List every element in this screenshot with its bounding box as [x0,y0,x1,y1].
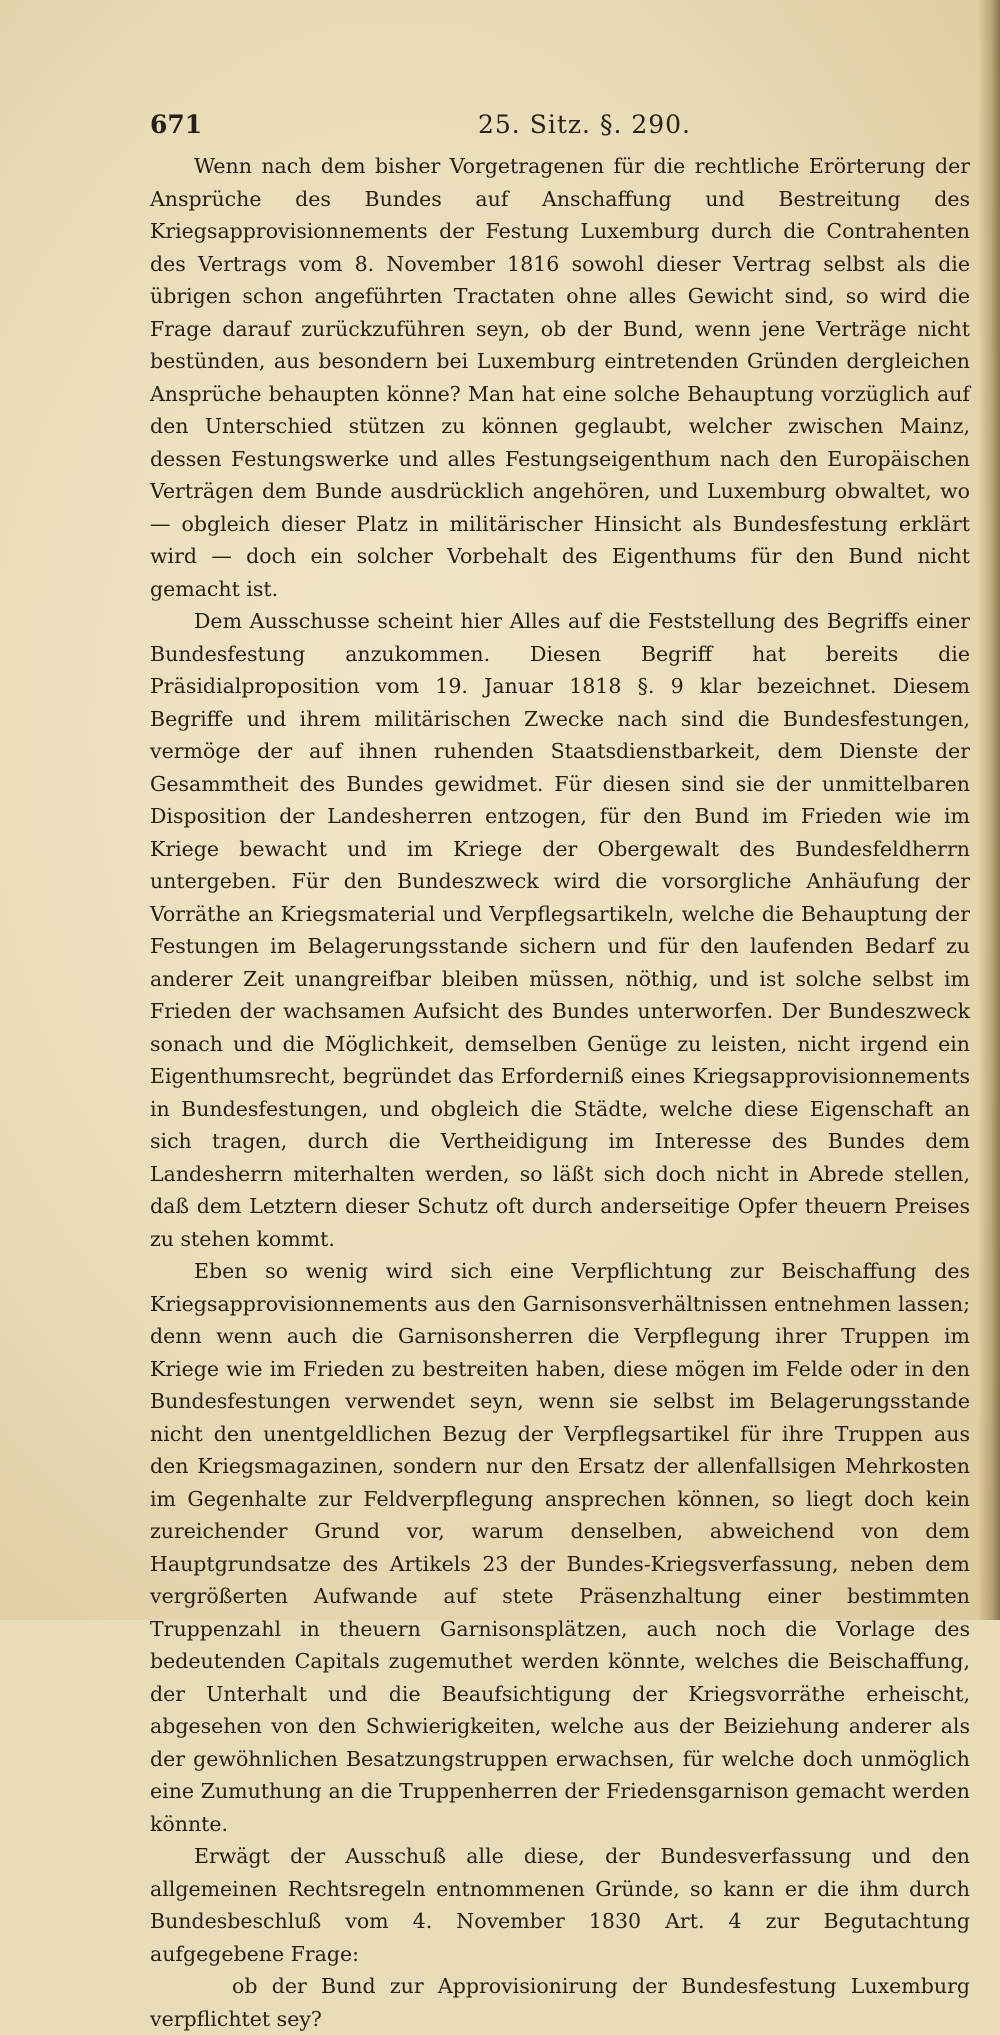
paragraph-3: Eben so wenig wird sich eine Verpflichtung zur Beischaffung des Kriegsapprovisionnements aus den Garnisonsverhältnissen entnehmen lassen; denn wenn auch die Garnisonsherren die Verpflegung ihrer Truppen im Kriege wie im Frieden zu bestreiten haben, diese mögen im Felde oder in den Bundesfestungen verwendet seyn, wenn sie selbst im Belagerungsstande nicht den unentgeldlichen Bezug der Verpflegsartikel für ihre Truppen aus den Kriegsmagazinen, sondern nur den Ersatz der allenfallsigen Mehrkosten im Gegenhalte zur Feldverpflegung ansprechen können, so liegt doch kein zureichender Grund vor, warum denselben, abweichend von dem Hauptgrundsatze des Artikels 23 der Bundes-Kriegsverfassung, neben dem vergrößerten Aufwande auf stete Präsenzhaltung einer bestimmten Truppenzahl in theuern Garnisonsplätzen, auch noch die Vorlage des bedeutenden Capitals zugemuthet werden könnte, welches die Beischaffung, der Unterhalt und die Beaufsichtigung der Kriegsvorräthe erheischt, abgesehen von den Schwierigkeiten, welche aus der Beiziehung anderer als der gewöhnlichen Besatzungstruppen erwachsen, für welche doch unmöglich eine Zumuthung an die Truppenherren der Friedensgarnison gemacht werden könnte. [150,1259,970,1836]
paragraph-1: Wenn nach dem bisher Vorgetragenen für die rechtliche Erörterung der Ansprüche des Bundes auf Anschaffung und Bestreitung des Kriegsapprovisionnements der Festung Luxemburg durch die Contrahenten des Vertrags vom 8. November 1816 sowohl dieser Vertrag selbst als die übrigen schon angeführten Tractaten ohne alles Gewicht sind, so wird die Frage darauf zurückzuführen seyn, ob der Bund, wenn jene Verträge nicht bestünden, aus besondern bei Luxemburg eintretenden Gründen dergleichen Ansprüche behaupten könne? Man hat eine solche Behauptung vorzüglich auf den Unterschied stützen zu können geglaubt, welcher zwischen Mainz, dessen Festungswerke und alles Festungseigenthum nach den Europäischen Verträgen dem Bunde ausdrücklich angehören, und Luxemburg obwaltet, wo — obgleich dieser Platz in militärischer Hinsicht als Bundesfestung erklärt wird — doch ein solcher Vorbehalt des Eigenthums für den Bund nicht gemacht ist. [150,154,970,601]
paragraph-2: Dem Ausschusse scheint hier Alles auf die Feststellung des Begriffs einer Bundesfestung anzukommen. Diesen Begriff hat bereits die Präsidialproposition vom 19. Januar 1818 §. 9 klar bezeichnet. Diesem Begriffe und ihrem militärischen Zwecke nach sind die Bundesfestungen, vermöge der auf ihnen ruhenden Staatsdienstbarkeit, dem Dienste der Gesammtheit des Bundes gewidmet. Für diesen sind sie der unmittelbaren Disposition der Landesherren entzogen, für den Bund im Frieden wie im Kriege bewacht und im Kriege der Obergewalt des Bundesfeldherrn untergeben. Für den Bundeszweck wird die vorsorgliche Anhäufung der Vorräthe an Kriegsmaterial und Verpflegsartikeln, welche die Behauptung der Festungen im Belagerungsstande sichern und für den laufenden Bedarf zu anderer Zeit unangreifbar bleiben müssen, nöthig, und ist solche selbst im Frieden der wachsamen Aufsicht des Bundes unterworfen. Der Bundeszweck sonach und die Möglichkeit, demselben Genüge zu leisten, nicht irgend ein Eigenthumsrecht, begründet das Erforderniß eines Kriegsapprovisionnements in Bundesfestungen, und obgleich die Städte, welche diese Eigenschaft an sich tragen, durch die Vertheidigung im Interesse des Bundes dem Landesherrn miterhalten werden, so läßt sich doch nicht in Abrede stellen, daß dem Letztern dieser Schutz oft durch anderseitige Opfer theuern Preises zu stehen kommt. [150,609,970,1251]
question-line: ob der Bund zur Approvisionirung der Bundesfestung Luxemburg verpflichtet sey? [150,1974,970,2031]
paragraph-4: Erwägt der Ausschuß alle diese, der Bundesverfassung und den allgemeinen Rechtsregeln entnommenen Gründe, so kann er die ihm durch Bundesbeschluß vom 4. November 1830 Art. 4 zur Begutachtung aufgegebene Frage: [150,1844,970,1966]
page-number: 671 [150,110,203,139]
body-text [150,150,970,2035]
page-header [150,110,970,146]
page-edge-shadow [978,0,1000,1620]
running-head: 25. Sitz. §. 290. [478,110,691,139]
